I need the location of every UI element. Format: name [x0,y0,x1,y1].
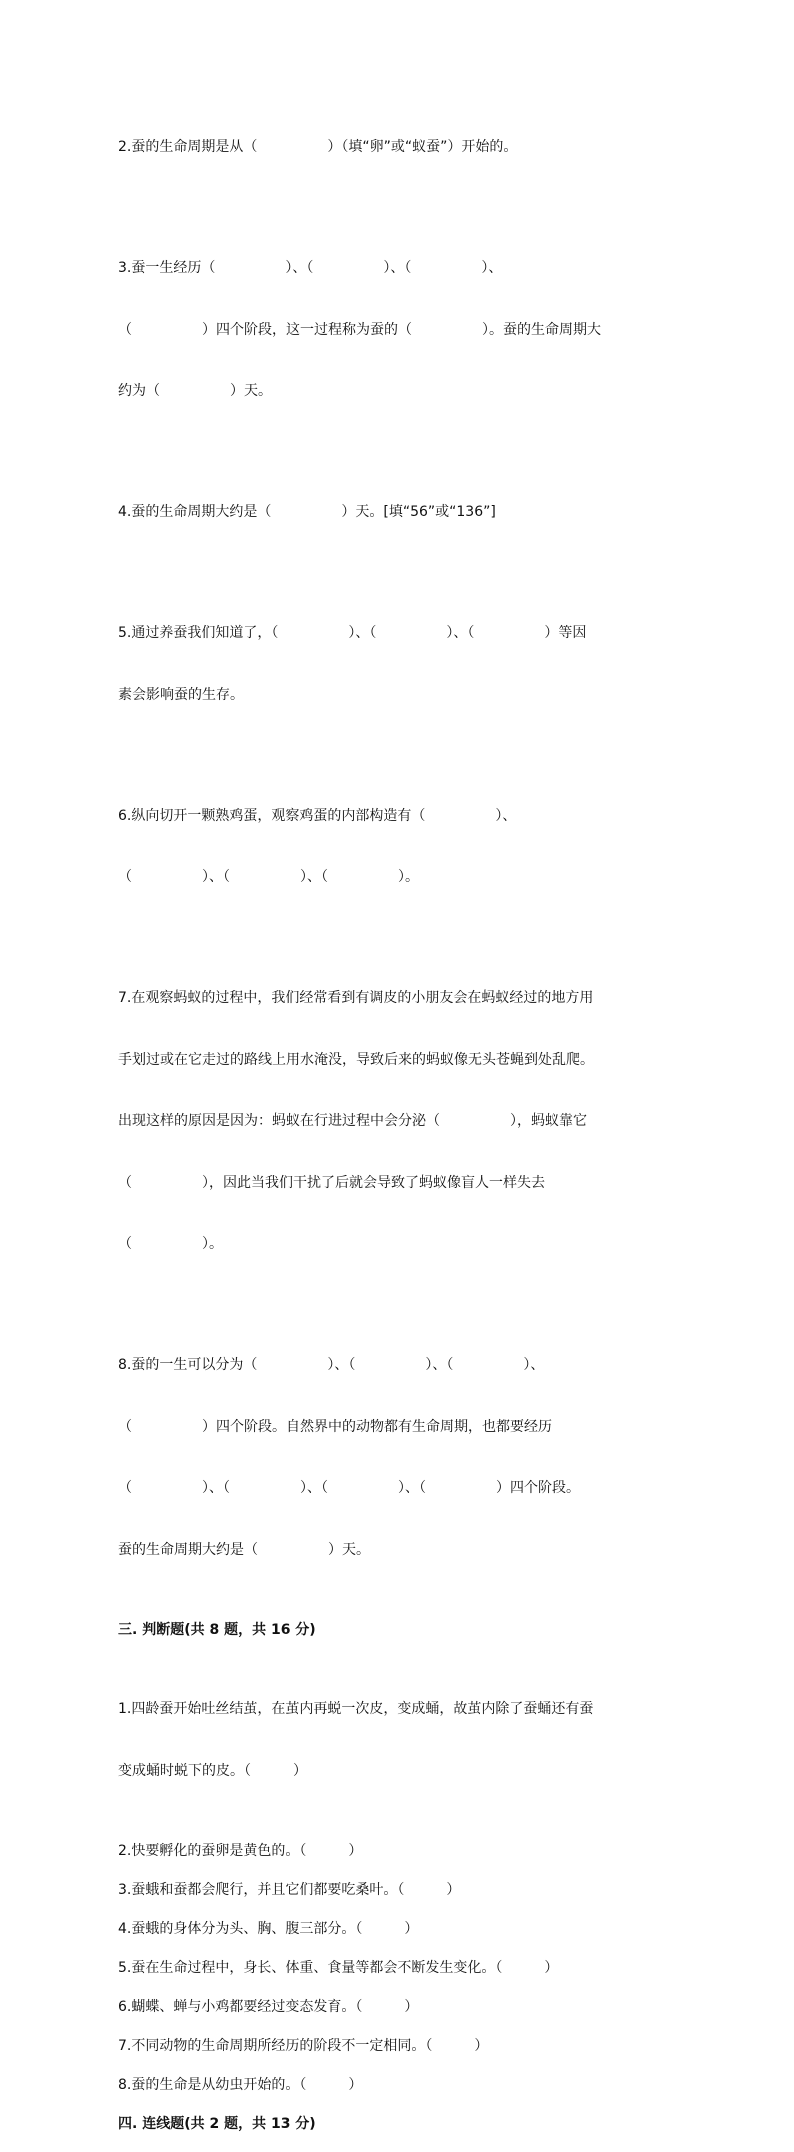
judge-question-3: 3.蚕蛾和蚕都会爬行，并且它们都要吃桑叶。（ ） [118,1881,461,1898]
judge-question-1: 1.四龄蚕开始吐丝结茧，在茧内再蜕一次皮，变成蛹，故茧内除了蚕蛹还有蚕 变成蛹时蜕下的皮。（ ） [118,1701,594,1779]
fill-question-3: 3.蚕一生经历（ ）、（ ）、（ ）、 （ ）四个阶段，这一过程称为蚕的（ ）。蚕的生命周期大 约为（ ）天。 [118,260,601,399]
judge-question-4: 4.蚕蛾的身体分为头、胸、腹三部分。（ ） [118,1920,419,1937]
section-3-heading: 三. 判断题(共 8 题，共 16 分) [118,1621,316,1638]
fill-question-5: 5.通过养蚕我们知道了，（ ）、（ ）、（ ）等因 素会影响蚕的生存。 [118,625,587,703]
fill-question-6: 6.纵向切开一颗熟鸡蛋，观察鸡蛋的内部构造有（ ）、 （ ）、（ ）、（ ）。 [118,807,517,885]
fill-question-7: 7.在观察蚂蚁的过程中，我们经常看到有调皮的小朋友会在蚂蚁经过的地方用 手划过或在它走过的路线上用水淹没，导致后来的蚂蚁像无头苍蝇到处乱爬。 出现这样的原因是因为：蚂蚁在行进过程中会分泌（ ），蚂蚁靠它 （ ），因此当我们干扰了后就会导致了蚂蚁像盲人一样失去 （ ）。 [118,990,594,1252]
judge-question-7: 7.不同动物的生命周期所经历的阶段不一定相同。（ ） [118,2037,489,2054]
fill-question-2: 2.蚕的生命周期是从（ ）（填“卵”或“蚁蚕”）开始的。 [118,139,518,155]
fill-question-4: 4.蚕的生命周期大约是（ ）天。[填“56”或“136”] [118,504,496,520]
judge-question-5: 5.蚕在生命过程中，身长、体重、食量等都会不断发生变化。（ ） [118,1959,559,1976]
judge-question-6: 6.蝴蝶、蝉与小鸡都要经过变态发育。（ ） [118,1998,419,2015]
question-list [118,96,678,2152]
section-4-heading: 四. 连线题(共 2 题，共 13 分) [118,2115,316,2132]
fill-question-8: 8.蚕的一生可以分为（ ）、（ ）、（ ）、 （ ）四个阶段。自然界中的动物都有生命周期，也都要经历 （ ）、（ ）、（ ）、（ ）四个阶段。 蚕的生命周期大约是（ ）天。 [118,1357,580,1558]
judge-question-8: 8.蚕的生命是从幼虫开始的。（ ） [118,2076,363,2093]
judge-question-2: 2.快要孵化的蚕卵是黄色的。（ ） [118,1842,363,1859]
